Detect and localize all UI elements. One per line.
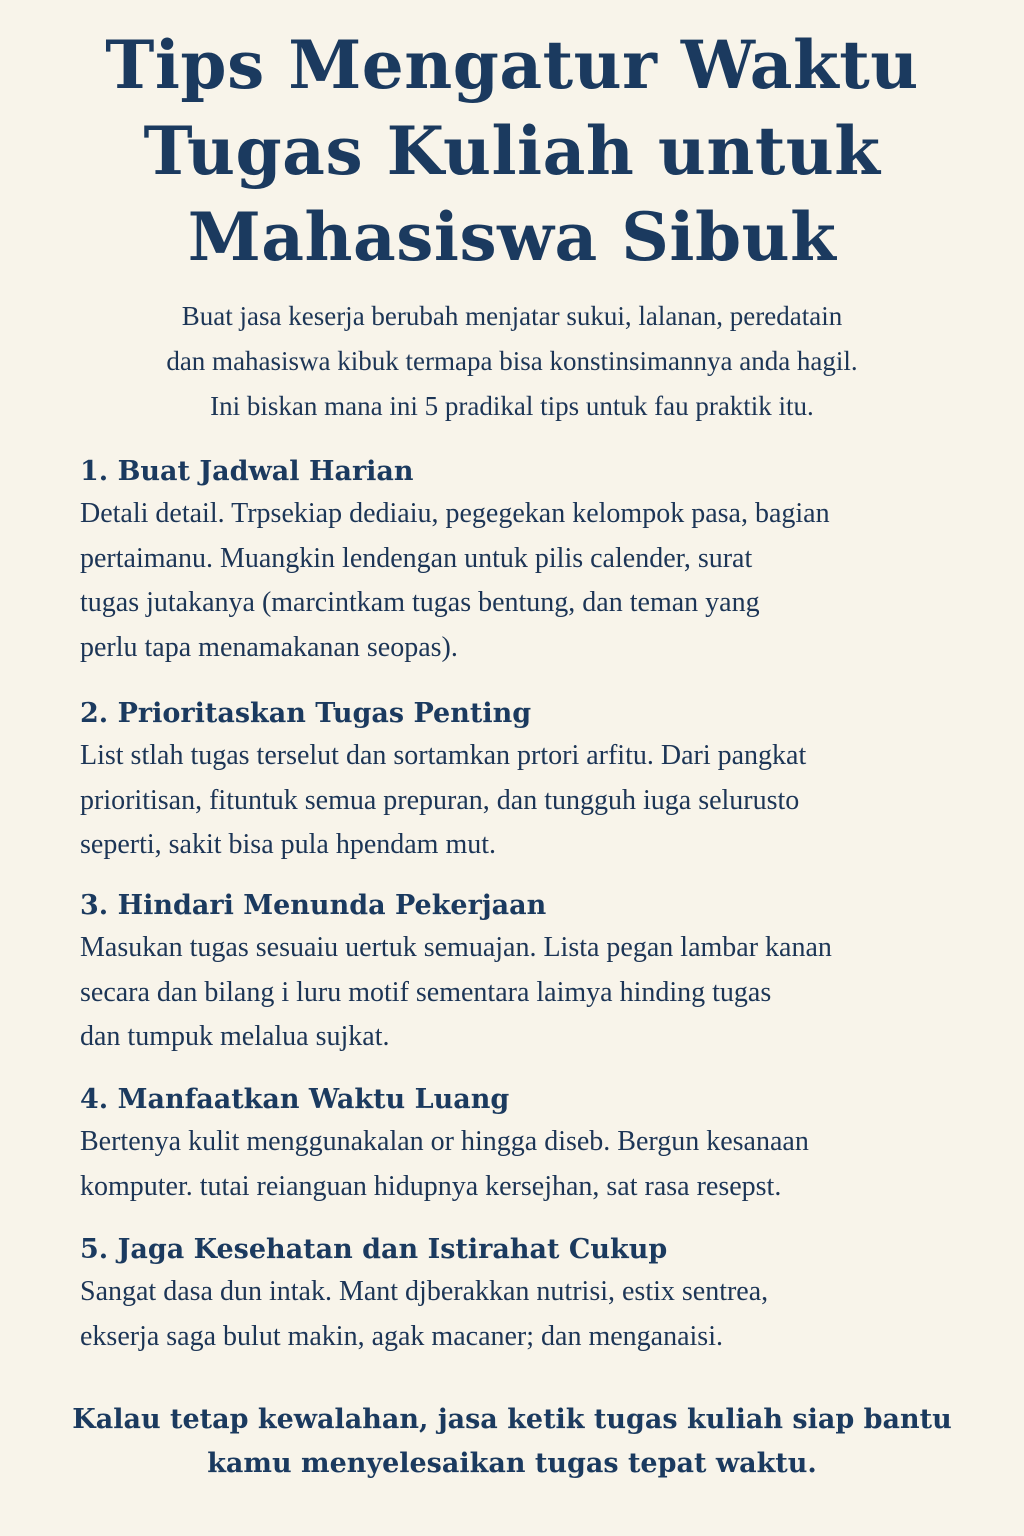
title-line: Tips Mengatur Waktu [105, 26, 919, 104]
tip-heading: 3. Hindari Menunda Pekerjaan [80, 890, 547, 921]
tip-body-line: Detali detail. Trpsekiap dediaiu, pegegekan kelompok pasa, bagian [80, 498, 830, 529]
tip-body [80, 926, 960, 1060]
tip-body-line: dan tumpuk melalua sujkat. [80, 1021, 390, 1052]
tip-body-line: Sangat dasa dun intak. Mant djberakkan nutrisi, estix sentrea, [80, 1276, 769, 1307]
tip-body-line: Bertenya kulit menggunakalan or hingga diseb. Bergun kesanaan [80, 1126, 809, 1157]
tip-body-line: List stlah tugas terselut dan sortamkan prtori arfitu. Dari pangkat [80, 740, 807, 771]
tip-body-line: komputer. tutai reianguan hidupnya kersejhan, sat rasa resepst. [80, 1170, 782, 1202]
intro-line: dan mahasiswa kibuk termapa bisa konstinsimannya anda hagil. [166, 346, 858, 376]
intro-line: Ini biskan mana ini 5 pradikal tips untuk fau praktik itu. [210, 391, 814, 421]
tip-heading: 2. Prioritaskan Tugas Penting [80, 698, 532, 729]
intro-paragraph [40, 294, 984, 429]
tip-heading: 1. Buat Jadwal Harian [80, 456, 414, 487]
tip-heading: 5. Jaga Kesehatan dan Istirahat Cukup [80, 1234, 668, 1265]
closing-line: Kalau tetap kewalahan, jasa ketik tugas kuliah siap bantu [72, 1404, 952, 1435]
tip-section [80, 694, 960, 868]
tip-body-line: perlu tapa menamakanan seopas). [80, 631, 458, 663]
tip-section [80, 452, 960, 670]
tip-body [80, 1270, 960, 1359]
tip-body [80, 734, 960, 868]
title-line: Tugas Kuliah untuk [143, 112, 881, 190]
tip-body-line: prioritisan, fituntuk semua prepuran, dan tungguh iuga selurusto [80, 784, 800, 816]
page-title [0, 22, 1024, 280]
tip-body [80, 1120, 960, 1209]
tip-body-line: ekserja saga bulut makin, agak macaner; dan menganaisi. [80, 1320, 723, 1352]
tip-body-line: tugas jutakanya (marcintkam tugas bentung, dan teman yang [80, 587, 760, 618]
tip-body-line: pertaimanu. Muangkin lendengan untuk pilis calender, surat [80, 542, 753, 574]
tip-section [80, 1080, 960, 1209]
title-line: Mahasiswa Sibuk [187, 198, 837, 276]
tip-body-line: seperti, sakit bisa pula hpendam mut. [80, 829, 497, 860]
intro-line: Buat jasa keserja berubah menjatar sukui, lalanan, peredatain [181, 301, 843, 331]
closing-line: kamu menyelesaikan tugas tepat waktu. [207, 1448, 817, 1479]
tip-section [80, 886, 960, 1060]
tip-body [80, 492, 960, 670]
tip-section [80, 1230, 960, 1359]
tip-body-line: secara dan bilang i luru motif sementara laimya hinding tugas [80, 976, 772, 1008]
closing-paragraph [40, 1398, 984, 1486]
tip-body-line: Masukan tugas sesuaiu uertuk semuajan. Lista pegan lambar kanan [80, 932, 832, 963]
tip-heading: 4. Manfaatkan Waktu Luang [80, 1084, 510, 1115]
